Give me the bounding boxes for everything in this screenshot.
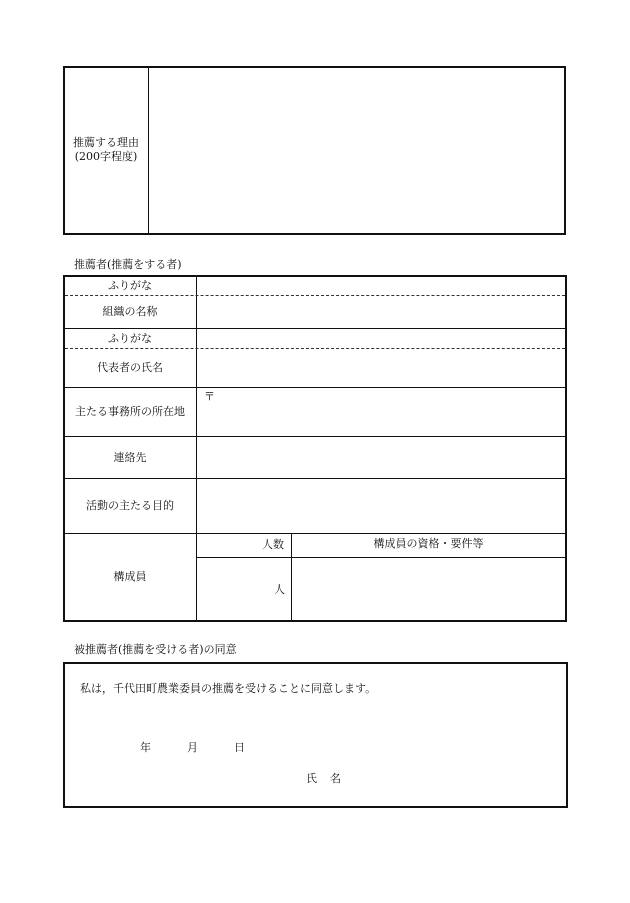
consent-name-input[interactable] bbox=[346, 768, 546, 788]
member-count-header: 人数 bbox=[262, 538, 284, 551]
row-separator-dashed-2 bbox=[65, 348, 565, 349]
name-label-second: 名 bbox=[330, 772, 341, 785]
activity-purpose-input[interactable] bbox=[198, 480, 565, 532]
member-count-input[interactable] bbox=[198, 559, 290, 620]
members-header-separator bbox=[197, 557, 565, 558]
reason-label bbox=[65, 136, 147, 164]
reason-input-area[interactable] bbox=[150, 68, 564, 233]
contact-label: 連絡先 bbox=[113, 451, 147, 464]
org-name-input[interactable] bbox=[198, 297, 565, 327]
row-separator-4 bbox=[65, 478, 565, 479]
representative-name-input[interactable] bbox=[198, 350, 565, 386]
furigana-label-1: ふりがな bbox=[108, 279, 152, 292]
row-separator-2 bbox=[65, 387, 565, 388]
row-separator-5 bbox=[65, 533, 565, 534]
consent-section-title: 被推薦者(推薦を受ける者)の同意 bbox=[74, 643, 237, 656]
representative-name-label: 代表者の氏名 bbox=[97, 361, 163, 374]
org-name-label: 組織の名称 bbox=[102, 305, 158, 318]
reason-label-line2: (200字程度) bbox=[74, 150, 138, 163]
consent-statement: 私は，千代田町農業委員の推薦を受けることに同意します。 bbox=[80, 682, 377, 695]
furigana-label-2: ふりがな bbox=[108, 332, 152, 345]
office-address-input[interactable] bbox=[198, 389, 565, 435]
furigana-input-2[interactable] bbox=[198, 330, 565, 347]
reason-divider bbox=[148, 66, 149, 235]
member-count-unit: 人 bbox=[274, 583, 285, 596]
activity-purpose-label: 活動の主たる目的 bbox=[86, 499, 174, 512]
day-label: 日 bbox=[234, 741, 245, 754]
recommender-section-title: 推薦者(推薦をする者) bbox=[74, 258, 182, 271]
furigana-input-1[interactable] bbox=[198, 277, 565, 294]
month-label: 月 bbox=[187, 741, 198, 754]
year-label: 年 bbox=[140, 741, 151, 754]
name-label-first: 氏 bbox=[306, 772, 317, 785]
row-separator-1 bbox=[65, 328, 565, 329]
member-qualification-input[interactable] bbox=[293, 559, 565, 620]
postal-mark: 〒 bbox=[204, 390, 215, 403]
contact-input[interactable] bbox=[198, 438, 565, 477]
row-separator-dashed-1 bbox=[65, 295, 565, 296]
member-qualification-header: 構成員の資格・要件等 bbox=[373, 537, 484, 550]
row-separator-3 bbox=[65, 436, 565, 437]
reason-label-line1: 推薦する理由 bbox=[73, 136, 139, 149]
members-label: 構成員 bbox=[113, 570, 147, 583]
office-address-label: 主たる事務所の所在地 bbox=[75, 405, 185, 418]
